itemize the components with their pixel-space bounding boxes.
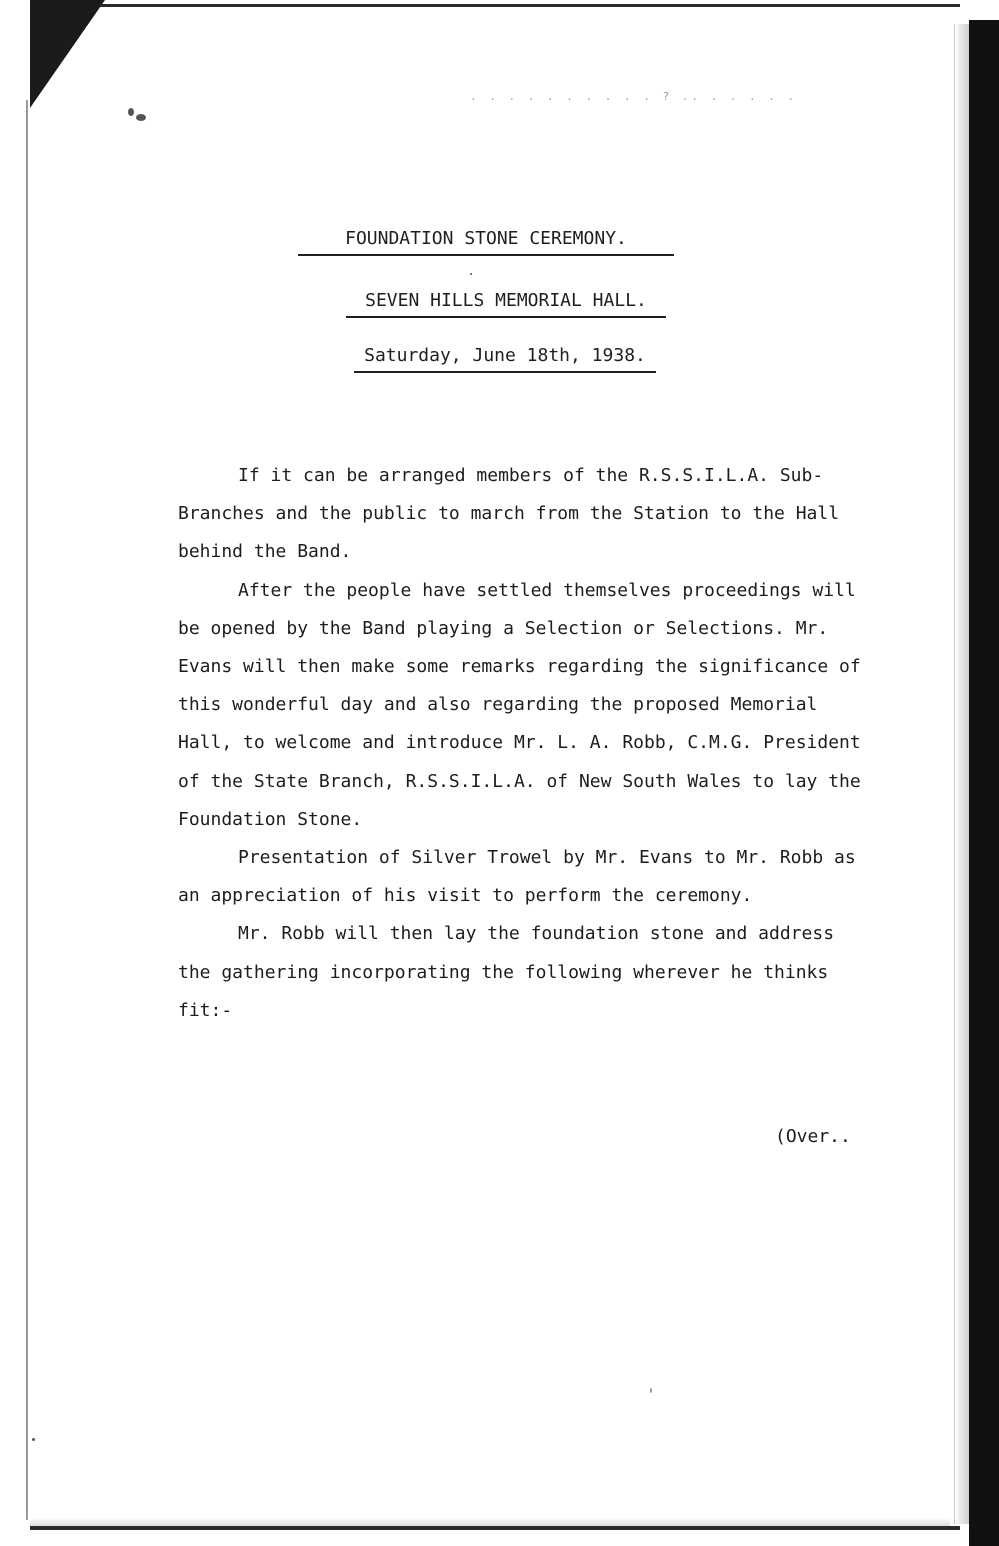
scan-bottom-edge [30, 1526, 960, 1530]
scan-left-edge [26, 100, 28, 1520]
document-subtitle [346, 290, 666, 318]
paragraph-trowel: Presentation of Silver Trowel by Mr. Evans to Mr. Robb as an appreciation of his visit to perform the ceremony. [178, 847, 856, 907]
scan-speck [650, 1388, 652, 1393]
scan-speck [32, 1438, 35, 1441]
subtitle-underline [346, 316, 666, 318]
over-note: (Over.. [775, 1126, 851, 1147]
document-body [178, 457, 868, 1030]
scan-right-edge-paper [954, 24, 969, 1524]
scan-speck [470, 273, 472, 275]
document-title-text: FOUNDATION STONE CEREMONY. [345, 228, 627, 249]
title-underline [298, 254, 674, 256]
scan-speck [136, 114, 146, 121]
document-title [298, 228, 674, 256]
faint-header-text: . . . . . . . . . . ? .. . . . . . [470, 90, 798, 103]
document-subtitle-text: SEVEN HILLS MEMORIAL HALL. [365, 290, 647, 311]
scan-right-edge [969, 20, 999, 1546]
date-underline [354, 371, 656, 373]
paragraph-proceedings: After the people have settled themselves proceedings will be opened by the Band playing a Selection or Selections. Mr. Evans will then make some remarks regarding the significance of this wonderful day and also regarding the proposed Memorial Hall, to welcome and introduce Mr. L. A. Robb, C.M.G. President of the State Branch, R.S.S.I.L.A. of New South Wales to lay the Foundation Stone. [178, 579, 861, 830]
paragraph-address: Mr. Robb will then lay the foundation stone and address the gathering incorporating the following wherever he thinks fit:- [178, 923, 835, 1021]
document-date [354, 345, 656, 373]
document-date-text: Saturday, June 18th, 1938. [364, 345, 646, 366]
scan-top-edge [100, 4, 960, 7]
scan-speck [128, 108, 134, 116]
scan-corner-fold [30, 0, 105, 108]
paragraph-march: If it can be arranged members of the R.S.S.I.L.A. Sub-Branches and the public to march from the Station to the Hall behind the Band. [178, 465, 840, 563]
scan-bottom-shadow [30, 1518, 950, 1526]
